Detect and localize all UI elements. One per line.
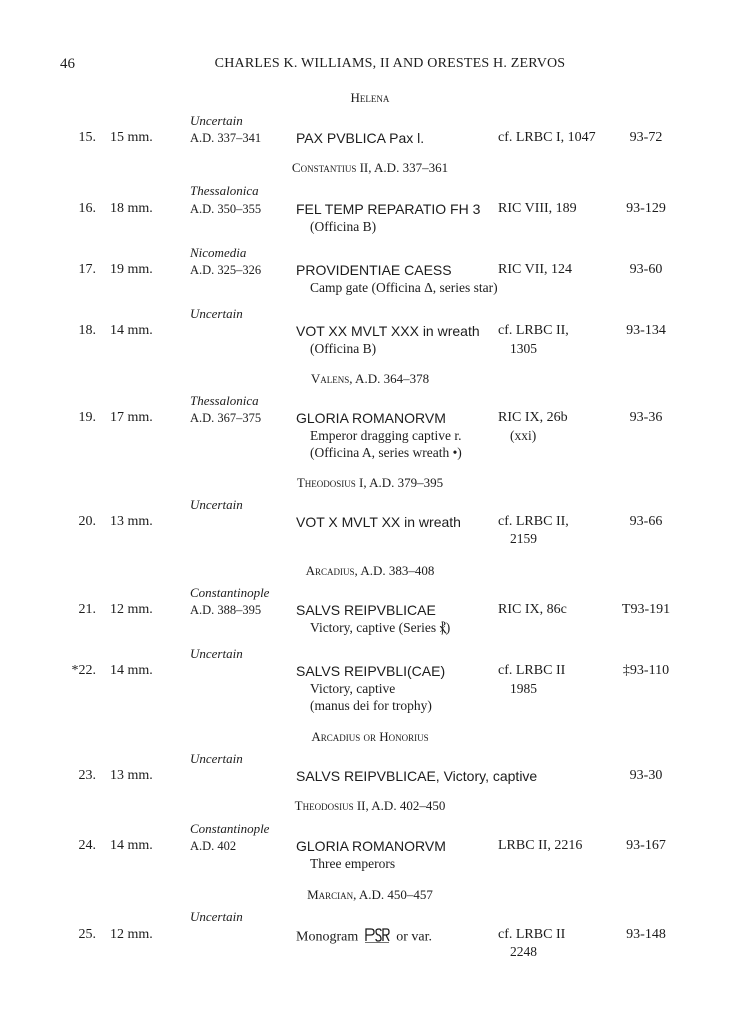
- coin-legend-suffix: or var.: [396, 929, 432, 945]
- coin-description: (Officina B): [310, 341, 377, 356]
- inventory-number: 93-148: [626, 927, 666, 942]
- coin-legend: SALVS REIPVBLICAE: [296, 602, 436, 618]
- reference: cf. LRBC II: [498, 663, 566, 678]
- section-heading: Theodosius II, A.D. 402–450: [294, 798, 446, 813]
- catalog-number: 20.: [78, 514, 96, 529]
- mint-label: Constantinople: [190, 585, 270, 600]
- section-heading: Arcadius, A.D. 383–408: [305, 563, 435, 578]
- coin-diameter: 19 mm.: [110, 262, 153, 277]
- inventory-number: T93-191: [621, 602, 671, 617]
- coin-diameter: 12 mm.: [110, 602, 153, 617]
- section-heading: Arcadius or Honorius: [311, 729, 429, 744]
- section-heading: Constantius II, A.D. 337–361: [291, 160, 449, 175]
- coin-diameter: 14 mm.: [110, 663, 153, 678]
- reference: cf. LRBC II,: [498, 514, 569, 529]
- coin-description: (Officina A, series wreath •): [310, 445, 462, 460]
- inventory-number: 93-30: [629, 768, 663, 783]
- reference-continued: 2248: [510, 944, 537, 959]
- reference: RIC VIII, 189: [498, 201, 577, 216]
- coin-description: Camp gate (Officina Δ, series star): [310, 280, 498, 295]
- reference: LRBC II, 2216: [498, 838, 583, 853]
- coin-description: (Officina B): [310, 219, 377, 234]
- coin-legend: PAX PVBLICA Pax l.: [296, 130, 425, 146]
- coin-legend: SALVS REIPVBLICAE, Victory, captive: [296, 768, 538, 784]
- reference: cf. LRBC II,: [498, 323, 569, 338]
- coin-legend: FEL TEMP REPARATIO FH 3: [296, 201, 481, 217]
- mint-label: Uncertain: [190, 751, 243, 766]
- mint-label: Uncertain: [190, 909, 243, 924]
- coin-diameter: 12 mm.: [110, 927, 153, 942]
- reference: RIC IX, 86c: [498, 602, 567, 617]
- catalog-number: 17.: [78, 262, 96, 277]
- inventory-number: 93-167: [626, 838, 666, 853]
- coin-date: A.D. 402: [190, 839, 237, 853]
- coin-legend: SALVS REIPVBLI(CAE): [296, 663, 446, 679]
- section-heading: Helena: [350, 90, 390, 105]
- section-heading: Valens, A.D. 364–378: [310, 371, 430, 386]
- inventory-number: 93-134: [626, 323, 666, 338]
- mint-label: Uncertain: [190, 646, 243, 661]
- coin-date: A.D. 367–375: [190, 411, 262, 425]
- section-heading: Marcian, A.D. 450–457: [307, 887, 433, 902]
- inventory-number: 93-66: [629, 514, 663, 529]
- coin-legend: GLORIA ROMANORVM: [296, 410, 446, 426]
- mint-label: Uncertain: [190, 113, 243, 128]
- inventory-number: 93-129: [626, 201, 666, 216]
- reference: RIC VII, 124: [498, 262, 573, 277]
- coin-legend: PROVIDENTIAE CAESS: [296, 262, 452, 278]
- mint-label: Uncertain: [190, 306, 243, 321]
- mint-label: Uncertain: [190, 497, 243, 512]
- section-heading: Theodosius I, A.D. 379–395: [296, 475, 444, 490]
- coin-diameter: 13 mm.: [110, 514, 153, 529]
- monogram-icon: [364, 927, 390, 948]
- mint-label: Constantinople: [190, 821, 270, 836]
- reference-continued: 1985: [510, 681, 537, 696]
- reference: cf. LRBC I, 1047: [498, 130, 596, 145]
- reference-continued: 1305: [510, 341, 537, 356]
- coin-legend: Monogram: [296, 929, 359, 945]
- coin-legend: VOT X MVLT XX in wreath: [296, 514, 461, 530]
- catalog-number: 16.: [78, 201, 96, 216]
- inventory-number: 93-60: [629, 262, 663, 277]
- coin-diameter: 18 mm.: [110, 201, 153, 216]
- mint-label: Thessalonica: [190, 183, 259, 198]
- mint-label: Thessalonica: [190, 393, 259, 408]
- coin-date: A.D. 325–326: [190, 263, 262, 277]
- coin-description: Victory, captive (Series ⳩): [310, 620, 451, 635]
- coin-description: Three emperors: [310, 856, 396, 871]
- catalog-number: 19.: [78, 410, 96, 425]
- coin-diameter: 14 mm.: [110, 838, 153, 853]
- coin-description: Emperor dragging captive r.: [310, 428, 462, 443]
- coin-date: A.D. 337–341: [190, 131, 262, 145]
- catalog-number: 18.: [78, 323, 96, 338]
- mint-label: Nicomedia: [190, 245, 247, 260]
- catalog-number: 21.: [78, 602, 96, 617]
- coin-diameter: 15 mm.: [110, 130, 153, 145]
- catalog-number: *22.: [71, 663, 96, 678]
- coin-description: Victory, captive: [310, 681, 396, 696]
- coin-legend: GLORIA ROMANORVM: [296, 838, 446, 854]
- running-head: CHARLES K. WILLIAMS, II AND ORESTES H. ZERVOS: [214, 56, 566, 71]
- catalog-number: 25.: [78, 927, 96, 942]
- catalog-number: 24.: [78, 838, 96, 853]
- inventory-number: ‡93-110: [622, 663, 670, 678]
- inventory-number: 93-72: [629, 130, 663, 145]
- inventory-number: 93-36: [629, 410, 663, 425]
- coin-date: A.D. 350–355: [190, 202, 262, 216]
- reference-continued: (xxi): [510, 428, 537, 443]
- coin-legend: VOT XX MVLT XXX in wreath: [296, 323, 480, 339]
- coin-diameter: 13 mm.: [110, 768, 153, 783]
- coin-date: A.D. 388–395: [190, 603, 262, 617]
- catalog-number: 15.: [78, 130, 96, 145]
- coin-description: (manus dei for trophy): [310, 698, 432, 713]
- reference-continued: 2159: [510, 531, 537, 546]
- coin-diameter: 14 mm.: [110, 323, 153, 338]
- coin-legend-line: [296, 927, 432, 948]
- page-number: 46: [60, 56, 75, 72]
- reference: cf. LRBC II: [498, 927, 566, 942]
- catalog-number: 23.: [78, 768, 96, 783]
- coin-diameter: 17 mm.: [110, 410, 153, 425]
- reference: RIC IX, 26b: [498, 410, 568, 425]
